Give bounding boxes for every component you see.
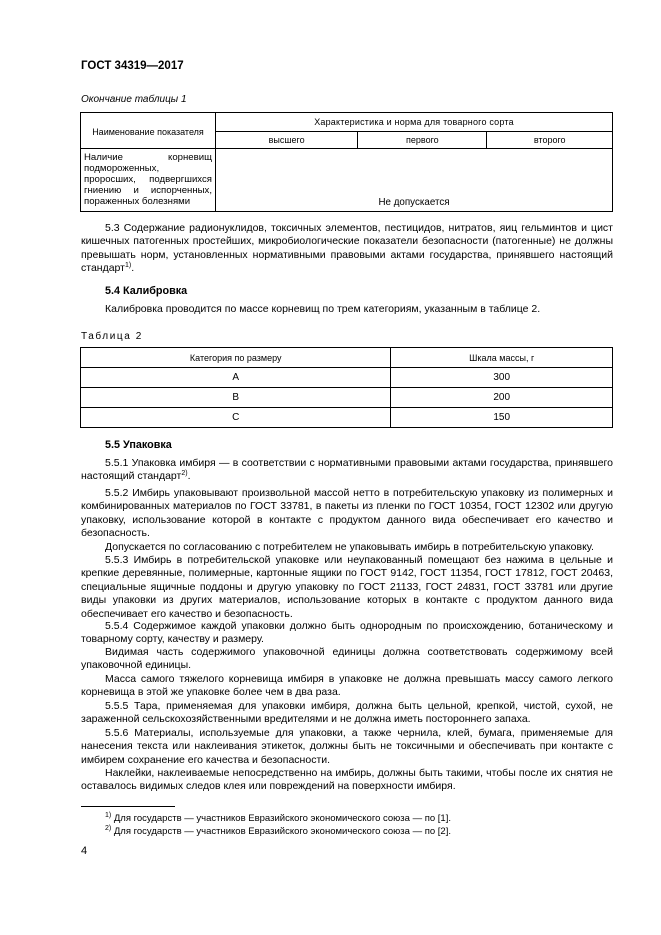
paragraph-5-5-6: 5.5.6 Материалы, используемые для упаковки, а также чернила, клей, бумага, применяемые для нанесения текста или наклеивания этикеток, должны быть не токсичными и обеспечивать при контакте с имбирем сохранение его качества и безопасности. <box>81 727 613 766</box>
table-continuation-caption: Окончание таблицы 1 <box>81 94 187 105</box>
document-code: ГОСТ 34319—2017 <box>81 60 184 72</box>
paragraph-5-3: 5.3 Содержание радионуклидов, токсичных элементов, пестицидов, нитратов, яиц гельминтов и цист кишечных патогенных простейших, микробиологические показатели безопасности (патогенные) не должны превышать норм, установленных нормативными правовыми актами государства, принявшего настоящий стандарт$^{1)}$. <box>81 222 613 275</box>
paragraph-5-5-6-labels: Наклейки, наклеиваемые непосредственно на имбирь, должны быть такими, чтобы после их снятия не оставалось видимых следов клея или повреждений на поверхности имбиря. <box>81 767 613 793</box>
footnote-divider <box>81 806 175 807</box>
table-2-caption: Таблица 2 <box>81 331 143 342</box>
cell-category: С <box>81 408 391 428</box>
cell-mass: 200 <box>391 388 613 408</box>
table-row-label: Наличие корневищ подмороженных, проросших, подвергшихся гниению и испорченных, пораженных болезнями <box>81 149 216 212</box>
col-header-characteristic: Характеристика и норма для товарного сорта <box>216 113 613 132</box>
col-header-category: Категория по размеру <box>81 348 391 368</box>
table-row <box>81 388 613 408</box>
col-header-indicator: Наименование показателя <box>81 113 216 149</box>
paragraph-5-5-2-note: Допускается по согласованию с потребителем не упаковывать имбирь в потребительскую упаковку. <box>105 541 594 553</box>
section-title-calibration: 5.4 Калибровка <box>105 285 188 297</box>
cell-mass: 150 <box>391 408 613 428</box>
paragraph-5-5-1: 5.5.1 Упаковка имбиря — в соответствии с нормативными правовыми актами государства, принявшего настоящий стандарт$^{2)}$. <box>81 457 613 483</box>
table-2 <box>80 347 613 428</box>
paragraph-5-5-2: 5.5.2 Имбирь упаковывают произвольной массой нетто в потребительскую упаковку из полимерных и комбинированных материалов по ГОСТ 33781, в пакеты из пленки по ГОСТ 10354, ГОСТ 12302 или другую упаковку, использование которой в контакте с продуктом данного вида обеспечивает его качество и безопасность. <box>81 487 613 540</box>
footnote-ref-1[interactable]: 1) <box>124 262 132 270</box>
table-row-value: Не допускается <box>216 149 613 212</box>
cell-mass: 300 <box>391 368 613 388</box>
paragraph-5-5-4-visible: Видимая часть содержимого упаковочной единицы должна соответствовать содержимому всей упаковочной единицы. <box>81 646 613 672</box>
paragraph-5-5-3: 5.5.3 Имбирь в потребительской упаковке или неупакованный помещают без нажима в цельные и крепкие деревянные, полимерные, картонные ящики по ГОСТ 9142, ГОСТ 11354, ГОСТ 17812, ГОСТ 20463, специальные ящичные поддоны и другую упаковку по ГОСТ 21133, ГОСТ 24831, ГОСТ 33781 или другие виды упаковки из других материалов, использование которых в контакте с продуктом данного вида обеспечивает его качество и безопасность. <box>81 554 613 620</box>
footnote-2: $^{2)}$ Для государств — участников Евразийского экономического союза — по [2]. <box>105 825 451 837</box>
table-1-end <box>80 112 613 212</box>
grade-second: второго <box>487 132 613 149</box>
paragraph-5-5-4-mass: Масса самого тяжелого корневища имбиря в упаковке не должна превышать массу самого легкого корневища в этой же упаковке более чем в два раза. <box>81 673 613 699</box>
paragraph-5-4: Калибровка проводится по массе корневищ по трем категориям, указанным в таблице 2. <box>105 303 541 315</box>
cell-category: А <box>81 368 391 388</box>
paragraph-5-5-5: 5.5.5 Тара, применяемая для упаковки имбиря, должна быть цельной, крепкой, чистой, сухой, не зараженной сельскохозяйственными вредителями и не должна иметь постороннего запаха. <box>81 700 613 726</box>
table-row <box>81 408 613 428</box>
table-row <box>81 368 613 388</box>
grade-highest: высшего <box>216 132 358 149</box>
paragraph-5-5-4: 5.5.4 Содержимое каждой упаковки должно быть однородным по происхождению, ботаническому и товарному сорту, качеству и размеру. <box>81 620 613 646</box>
cell-category: В <box>81 388 391 408</box>
page-number: 4 <box>81 845 88 857</box>
section-title-packaging: 5.5 Упаковка <box>105 439 172 451</box>
grade-first: первого <box>358 132 487 149</box>
footnote-1: $^{1)}$ Для государств — участников Евразийского экономического союза — по [1]. <box>105 812 451 824</box>
col-header-mass-scale: Шкала массы, г <box>391 348 613 368</box>
footnote-ref-2[interactable]: 2) <box>181 470 188 478</box>
